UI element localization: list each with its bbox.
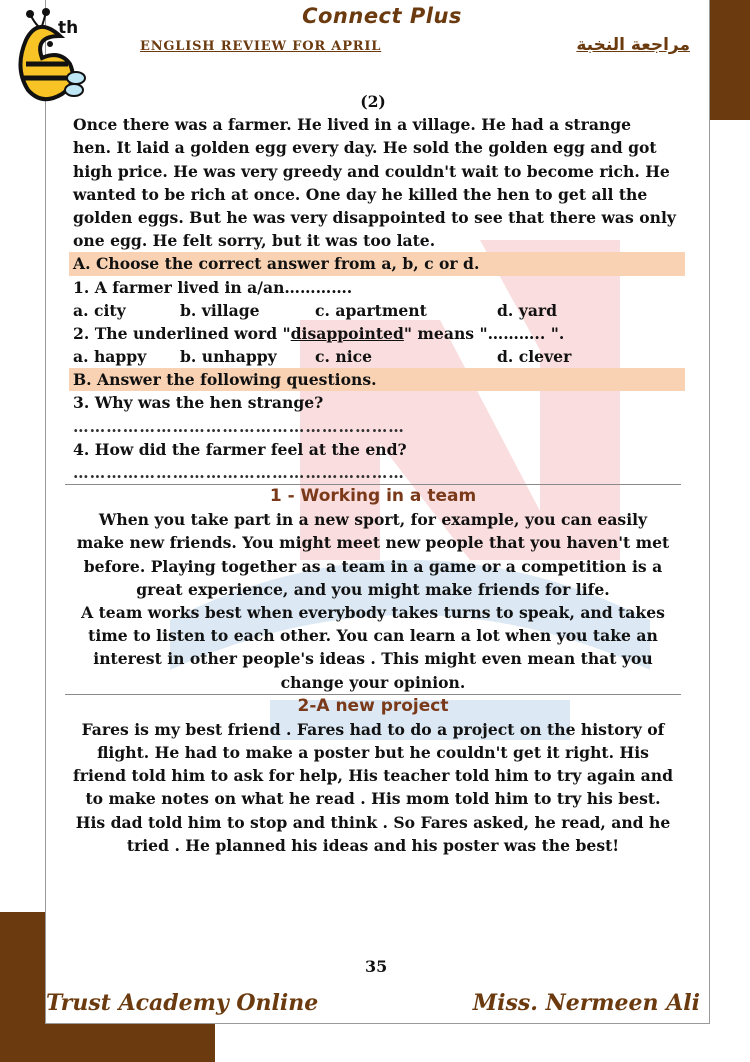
question-2-prefix: 2. The underlined word " <box>73 323 291 343</box>
question-1-options <box>73 299 673 322</box>
question-2-options <box>73 345 673 368</box>
text1-line: interest in other people's ideas . This might even mean that you <box>93 649 653 669</box>
page-number: 35 <box>365 957 388 976</box>
answer-line[interactable]: …………………………………………………… <box>73 463 405 482</box>
text1-line: change your opinion. <box>280 672 466 692</box>
arabic-title: مراجعة النخبة <box>576 35 690 55</box>
passage-line: wanted to be rich at once. One day he killed the hen to get all the <box>73 184 648 204</box>
footer-academy: Trust Academy Online <box>46 990 319 1016</box>
passage-number: (2) <box>360 92 386 111</box>
option[interactable]: d. clever <box>497 347 572 367</box>
worksheet-content <box>73 90 676 857</box>
option[interactable]: b. village <box>180 300 260 320</box>
question-2-suffix: " means "……….. ". <box>403 323 565 343</box>
review-subtitle: ENGLISH REVIEW FOR APRIL <box>140 39 382 54</box>
section-b-heading: B. Answer the following questions. <box>69 368 685 391</box>
text2-line: tried . He planned his ideas and his poster was the best! <box>126 835 620 855</box>
grade-badge: th <box>58 18 79 38</box>
passage-line: golden eggs. But he was very disappointed to see that there was only <box>73 207 676 227</box>
passage-line: Once there was a farmer. He lived in a village. He had a strange <box>73 115 632 135</box>
option[interactable]: a. city <box>73 300 126 320</box>
option[interactable]: c. nice <box>315 347 373 367</box>
text2-line: His dad told him to stop and think . So Fares asked, he read, and he <box>75 812 671 832</box>
question-3: 3. Why was the hen strange? <box>73 393 324 413</box>
text1-body <box>73 508 673 694</box>
text2-body <box>73 718 673 857</box>
text2-title: 2-A new project <box>297 695 449 716</box>
option[interactable]: b. unhappy <box>180 347 277 367</box>
text2-line: flight. He had to make a poster but he couldn't get it right. His <box>97 743 649 763</box>
text1-line: time to listen to each other. You can learn a lot when you take an <box>88 626 658 646</box>
footer-teacher: Miss. Nermeen Ali <box>472 990 700 1016</box>
passage-line: high price. He was very greedy and couldn't wait to become rich. He <box>73 161 670 181</box>
question-4: 4. How did the farmer feel at the end? <box>73 439 407 459</box>
passage-line: hen. It laid a golden egg every day. He sold the golden egg and got <box>73 138 657 158</box>
text1-line: before. Playing together as a team in a game or a competition is a <box>83 556 663 576</box>
option[interactable]: a. happy <box>73 347 147 367</box>
question-2 <box>73 322 673 345</box>
text2-line: friend told him to ask for help, His teacher told him to try again and <box>73 766 673 786</box>
section-a-heading: A. Choose the correct answer from a, b, c or d. <box>69 252 685 275</box>
underlined-word: disappointed <box>290 323 404 343</box>
text1-line: great experience, and you might make friends for life. <box>136 579 610 599</box>
text1-line: make new friends. You might meet new people that you haven't met <box>76 533 670 553</box>
text2-line: to make notes on what he read . His mom told him to try his best. <box>85 789 661 809</box>
text1-line: A team works best when everybody takes turns to speak, and takes <box>81 603 665 622</box>
text1-line: When you take part in a new sport, for example, you can easily <box>98 510 648 530</box>
text1-title: 1 - Working in a team <box>269 486 477 507</box>
passage-line: one egg. He felt sorry, but it was too late. <box>73 231 436 251</box>
text2-line: Fares is my best friend . Fares had to do a project on the history of <box>81 719 665 739</box>
option[interactable]: d. yard <box>497 300 558 320</box>
option[interactable]: c. apartment <box>315 300 427 320</box>
question-1: 1. A farmer lived in a/an…………. <box>73 277 353 297</box>
brand-title: Connect Plus <box>302 4 462 28</box>
answer-line[interactable]: …………………………………………………… <box>73 416 405 436</box>
